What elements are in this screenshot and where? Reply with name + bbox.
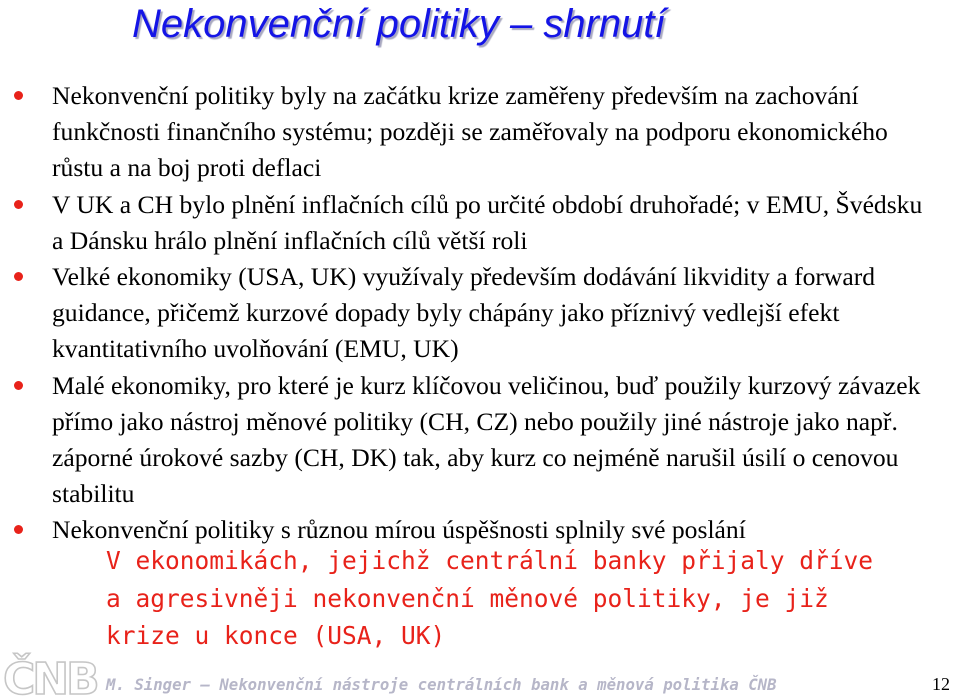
bullet-list — [0, 78, 960, 549]
bullet-text: Nekonvenční politiky byly na začátku krize zaměřeny především na zachování funkčnosti finančního systému; později se zaměřovaly na podporu ekonomického růstu a na boj proti deflaci — [52, 81, 888, 183]
bullet-dot-icon — [14, 525, 23, 534]
bullet-dot-icon — [14, 91, 23, 100]
page-number: 12 — [932, 674, 950, 694]
callout-text — [106, 542, 873, 655]
bullet-dot-icon — [14, 272, 23, 281]
footer-text: M. Singer – Nekonvenční nástroje centrálních bank a měnová politika ČNB — [106, 675, 777, 694]
bullet-text: Velké ekonomiky (USA, UK) využívaly především dodávání likvidity a forward guidance, přičemž kurzové dopady byly chápány jako příznivý vedlejší efekt kvantitativního uvolňování (EMU, UK) — [52, 262, 876, 364]
logo-lettering: ČNB — [3, 654, 97, 699]
slide-title: Nekonvenční politiky – shrnutí — [132, 2, 666, 46]
callout-line: a agresivněji nekonvenční měnové politiky, je již — [106, 583, 829, 613]
callout-line: krize u konce (USA, UK) — [106, 621, 446, 650]
callout-line: V ekonomikách, jejichž centrální banky přijaly dříve — [106, 546, 874, 575]
bullet-item — [0, 187, 960, 259]
bullet-item — [0, 368, 960, 513]
bullet-dot-icon — [14, 200, 23, 209]
bullet-text: V UK a CH bylo plnění inflačních cílů po určité období druhořadé; v EMU, Švédsku a Dánsku hrálo plnění inflačních cílů větší roli — [52, 189, 923, 255]
bullet-item — [0, 78, 960, 187]
cnb-logo-icon — [3, 650, 97, 699]
bullet-text: Malé ekonomiky, pro které je kurz klíčovou veličinou, buď použily kurzový závazek přímo jako nástroj měnové politiky (CH, CZ) nebo použily jiné nástroje jako např. záporné úrokové sazby (CH, DK) tak, aby kurz co nejméně narušil úsilí o cenovou stabilitu — [52, 370, 921, 509]
bullet-item — [0, 259, 960, 368]
bullet-text: Nekonvenční politiky s různou mírou úspěšnosti splnily své poslání — [52, 515, 746, 545]
bullet-dot-icon — [14, 381, 23, 390]
